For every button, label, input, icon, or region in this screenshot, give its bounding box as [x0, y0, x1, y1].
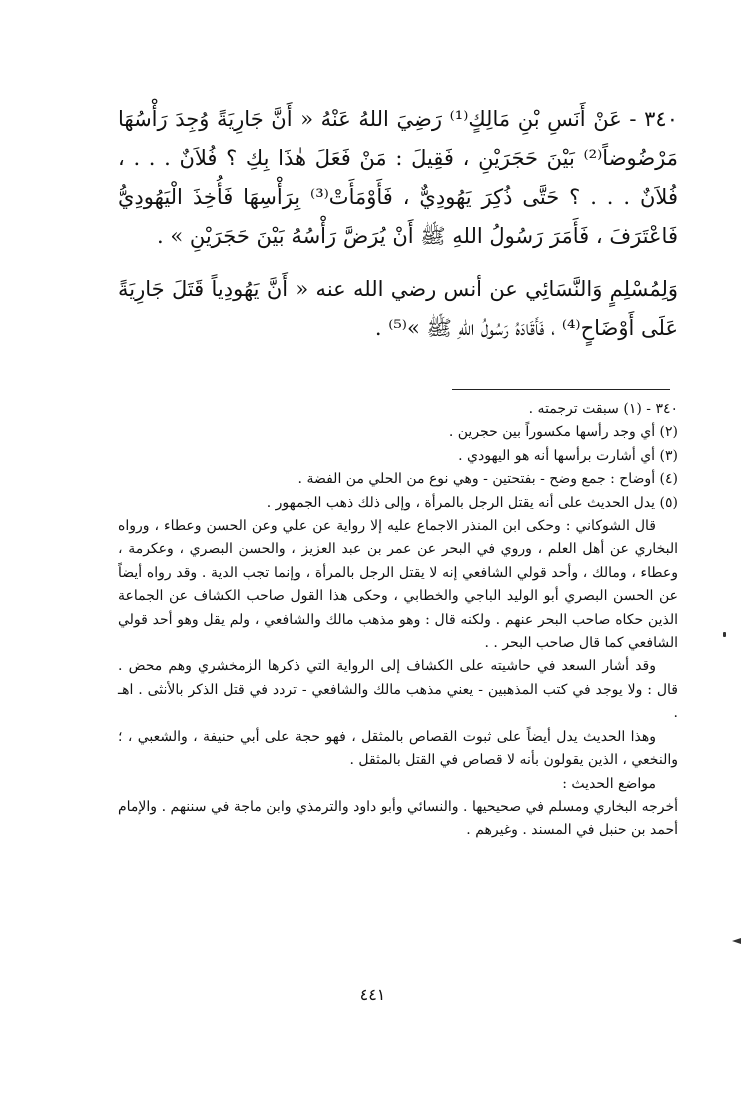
- hadith-paragraph-2: وَلِمُسْلِمٍ وَالنَّسَائِي عن أنس رضي الله عنه « أَنَّ يَهُودِياً قَتَلَ جَارِيَةً عَلَى أَوْضَاحٍ⁽⁴⁾ ، فَأَقَادَهُ رَسُولُ اللهِ ﷺ »⁽⁵⁾ .: [118, 277, 678, 340]
- commentary-muthaqqal: وهذا الحديث يدل أيضاً على ثبوت القصاص بالمثقل ، فهو حجة على أبي حنيفة ، والشعبي ، ؛ والنخعي ، الذين يقولون بأنه لا قصاص في القتل بالمثقل .: [118, 728, 678, 769]
- hadith-paragraph-1: ٣٤٠ - عَنْ أَنَسِ بْنِ مَالِكٍ⁽¹⁾ رَضِيَ اللهُ عَنْهُ « أَنَّ جَارِيَةً وُجِدَ رَأْسُهَا مَرْضُوضاً⁽²⁾ بَيْنَ حَجَرَيْنِ ، فَقِيلَ : مَنْ فَعَلَ هٰذَا بِكِ ؟ فُلاَنٌ . . . ، فُلاَنٌ . . . ؟ حَتَّى ذُكِرَ يَهُودِيٌّ ، فَأَوْمَأَتْ⁽³⁾ بِرَأْسِهَا فَأُخِذَ الْيَهُودِيُّ فَاعْتَرَفَ ، فَأَمَرَ رَسُولُ اللهِ ﷺ أَنْ يُرَضَّ رَأْسُهُ بَيْنَ حَجَرَيْنِ » .: [118, 107, 679, 248]
- sources-text: أخرجه البخاري ومسلم في صحيحيها . والنسائي وأبو داود والترمذي وابن ماجة في سننهم . والإمام أحمد بن حنبل في المسند . وغيرهم .: [118, 798, 678, 839]
- sources-heading: مواضع الحديث :: [562, 775, 656, 792]
- page-number: ٤٤١: [359, 985, 386, 1004]
- footnote-5: (٥) يدل الحديث على أنه يقتل الرجل بالمرأة ، وإلى ذلك ذهب الجمهور .: [266, 494, 678, 511]
- margin-arrow-mark: [732, 938, 741, 944]
- margin-mark: [723, 632, 726, 637]
- footnote-separator: [452, 389, 670, 390]
- hadith-text: [118, 100, 678, 362]
- commentary-shawkani: قال الشوكاني : وحكى ابن المنذر الاجماع عليه إلا رواية عن علي وعن الحسن وعطاء ، ورواه البخاري عن أهل العلم ، وروي في البحر عن عمر بن عبد العزيز ، والحسن البصري ، وعكرمة ، وعطاء ، ومالك ، وأحد قولي الشافعي إنه لا يقتل الرجل بالمرأة ، وإنما تجب الدية . وقد رواه أيضاً عن الحسن البصري أبو الوليد الباجي والخطابي ، وحكى هذا القول صاحب الكشاف عن الجماعة الذين حكاه صاحب البحر عنهم . ولكنه قال : وهو مذهب مالك والشافعي ، ولم يقل وهو أحد قولي الشافعي كما قال صاحب البحر . .: [118, 518, 678, 652]
- footnote-3: (٣) أي أشارت برأسها أنه هو اليهودي .: [458, 447, 678, 464]
- footnote-4: (٤) أوضاح : جمع وضح - بفتحتين - وهي نوع من الحلي من الفضة .: [297, 471, 678, 488]
- commentary-saad: وقد أشار السعد في حاشيته على الكشاف إلى الرواية التي ذكرها الزمخشري وهم محض . قال : ولا يوجد في كتب المذهبين - يعني مذهب مالك والشافعي - تردد في قتل الذكر بالأنثى . اهـ .: [118, 658, 678, 722]
- footnote-1: ٣٤٠ - (١) سبقت ترجمته .: [528, 401, 678, 417]
- footnotes-section: [118, 398, 678, 843]
- footnote-2: (٢) أي وجد رأسها مكسوراً بين حجرين .: [448, 424, 678, 441]
